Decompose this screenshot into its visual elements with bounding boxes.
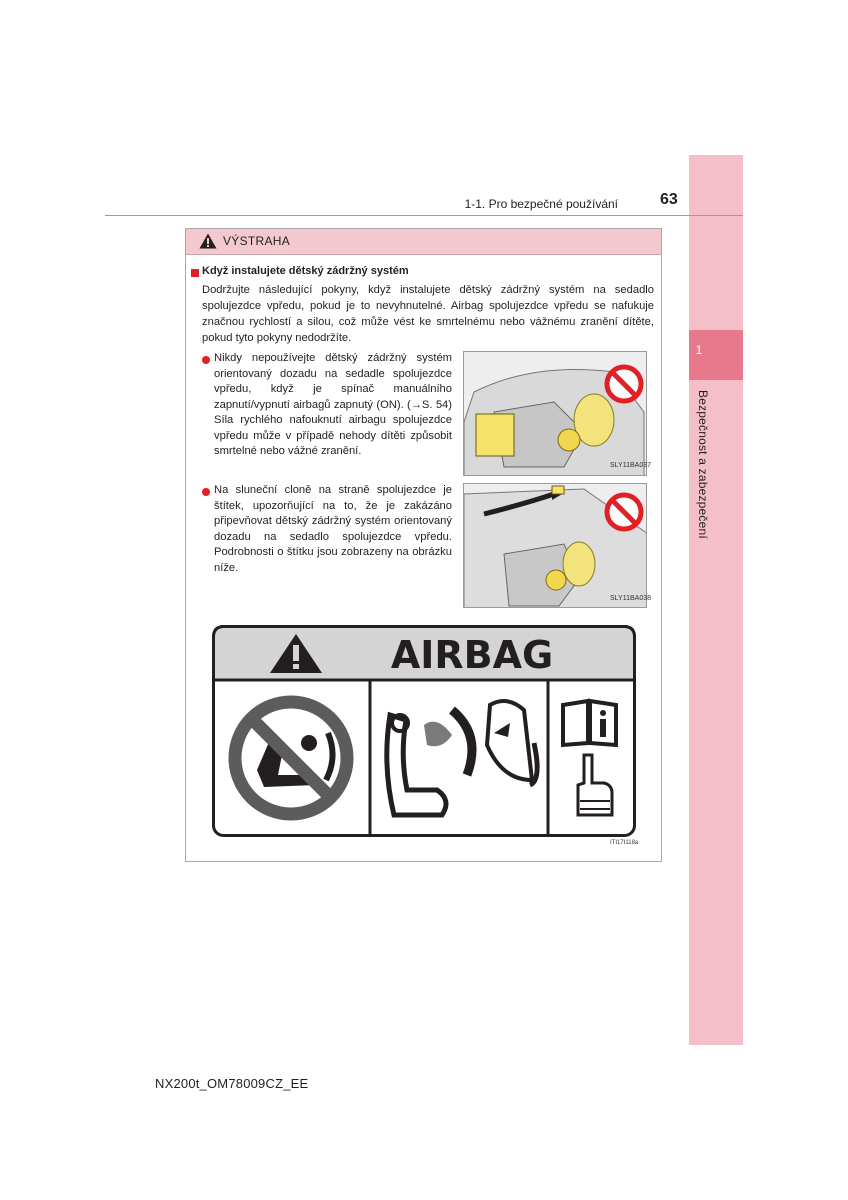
- red-dot-bullet-icon: [202, 488, 210, 496]
- header-rule: [105, 215, 743, 216]
- rear-facing-seat-illustration: [463, 351, 647, 476]
- figure-code: SLY11BA038: [610, 595, 651, 602]
- warning-bullet-1: Nikdy nepoužívejte dětský zádržný systém orientovaný dozadu na sedadle spolujezdce vpředu, když je spínač manuálního zapnutí/vypnutí airbagů zapnutý (ON). (→S. 54) Síla rychlého nafouknutí airbagu spolujezdce vpředu může v případě nehody dítěti způsobit smrtelné nebo vážné zranění.: [214, 352, 452, 457]
- sun-visor-label-illustration: [463, 483, 647, 608]
- airbag-title: AIRBAG: [390, 633, 554, 677]
- document-code: NX200t_OM78009CZ_EE: [155, 1076, 309, 1091]
- chapter-title: Bezpečnost a zabezpečení: [696, 390, 710, 539]
- section-title: 1-1. Pro bezpečné používání: [464, 197, 618, 211]
- warning-subheading: Když instalujete dětský zádržný systém: [202, 265, 409, 277]
- no-rear-facing-seat-icon: [235, 702, 347, 814]
- warning-intro-text: Dodržujte následující pokyny, když instalujete dětský zádržný systém na sedadlo spolujezdce vpředu, pokud je to nevyhnutelné. Airbag spolujezdce vpředu se nafukuje značnou rychlostí a silou, což může vést ke smrtelnému nebo vážnému zranění dítěte, pokud tyto pokyny nedodržíte.: [202, 284, 654, 344]
- red-dot-bullet-icon: [202, 356, 210, 364]
- red-square-bullet-icon: [191, 269, 199, 277]
- figure-code: SLY11BA037: [610, 462, 651, 469]
- airbag-warning-label: [212, 625, 636, 837]
- figure-code: ITI17I118a: [610, 840, 639, 846]
- warning-title: VÝSTRAHA: [223, 234, 291, 248]
- read-manual-icon: [563, 701, 616, 745]
- warning-triangle-icon: [199, 233, 217, 249]
- chapter-side-tab: [689, 155, 743, 1045]
- chapter-number: 1: [695, 343, 703, 357]
- warning-bullet-2: Na sluneční cloně na straně spolujezdce je štítek, upozorňující na to, že je zakázáno připevňovat dětský zádržný systém orientovaný dozadu na sedadlo spolujezdce vpředu. Podrobnosti o štítku jsou zobrazeny na obrázku níže.: [214, 484, 452, 574]
- page-number: 63: [660, 191, 678, 208]
